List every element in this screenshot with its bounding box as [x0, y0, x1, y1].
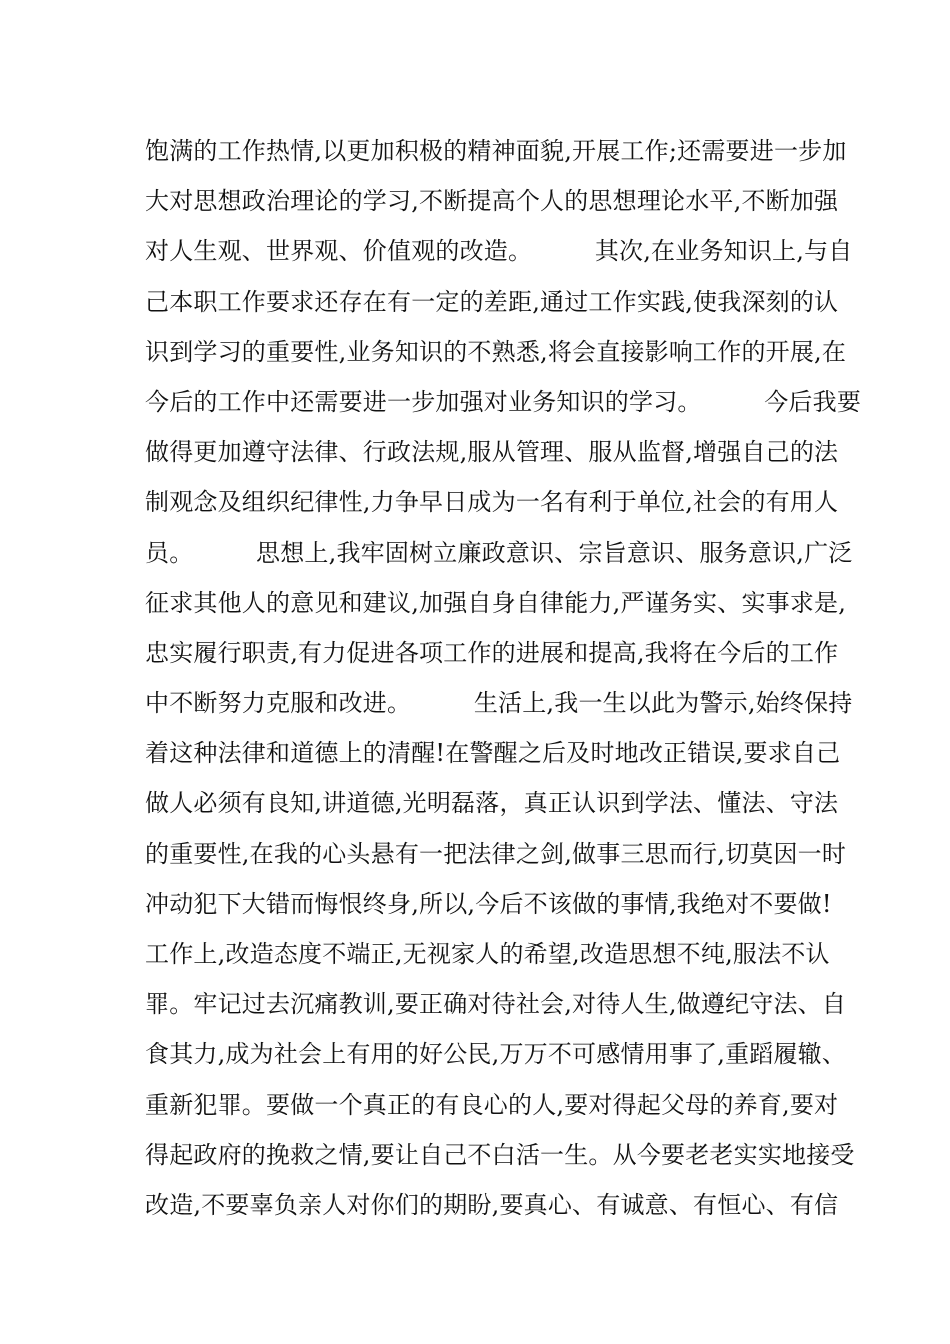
text-line: 员。 思想上,我牢固树立廉政意识、宗旨意识、服务意识,广泛: [145, 538, 853, 567]
text-line: 着这种法律和道德上的清醒!在警醒之后及时地改正错误,要求自己: [145, 739, 841, 768]
text-line: 工作上,改造态度不端正,无视家人的希望,改造思想不纯,服法不认: [145, 940, 830, 968]
text-line: 大对思想政治理论的学习,不断提高个人的思想理论水平,不断加强: [145, 187, 839, 216]
text-line: 识到学习的重要性,业务知识的不熟悉,将会直接影响工作的开展,在: [145, 337, 847, 366]
text-line: 饱满的工作热情,以更加积极的精神面貌,开展工作;还需要进一步加: [145, 137, 847, 165]
text-line: 今后的工作中还需要进一步加强对业务知识的学习。 今后我要: [145, 387, 862, 416]
text-line: 罪。牢记过去沉痛教训,要正确对待社会,对待人生,做遵纪守法、自: [145, 990, 847, 1019]
text-line: 改造,不要辜负亲人对你们的期盼,要真心、有诚意、有恒心、有信: [145, 1190, 839, 1219]
text-line: 做人必须有良知,讲道德,光明磊落，真正认识到学法、懂法、守法: [145, 789, 839, 818]
text-line: 忠实履行职责,有力促进各项工作的进展和提高,我将在今后的工作: [145, 638, 839, 667]
text-line: 食其力,成为社会上有用的好公民,万万不可感情用事了,重蹈履辙、: [145, 1040, 847, 1069]
body-text: [145, 126, 862, 1230]
text-line: 做得更加遵守法律、行政法规,服从管理、服从监督,增强自己的法: [145, 438, 839, 467]
text-line: 制观念及组织纪律性,力争早日成为一名有利于单位,社会的有用人: [145, 488, 839, 517]
text-line: 得起政府的挽救之情,要让自己不白活一生。从今要老老实实地接受: [145, 1140, 855, 1169]
text-line: 征求其他人的意见和建议,加强自身自律能力,严谨务实、实事求是,: [145, 588, 847, 617]
text-line: 冲动犯下大错而悔恨终身,所以,今后不该做的事情,我绝对不要做!: [145, 889, 832, 918]
text-line: 对人生观、世界观、价值观的改造。 其次,在业务知识上,与自: [145, 237, 853, 266]
text-line: 中不断努力克服和改进。 生活上,我一生以此为警示,始终保持: [145, 689, 853, 718]
text-line: 的重要性,在我的心头悬有一把法律之剑,做事三思而行,切莫因一时: [145, 839, 847, 868]
text-line: 己本职工作要求还存在有一定的差距,通过工作实践,使我深刻的认: [145, 287, 839, 316]
text-line: 重新犯罪。要做一个真正的有良心的人,要对得起父母的养育,要对: [145, 1090, 839, 1119]
